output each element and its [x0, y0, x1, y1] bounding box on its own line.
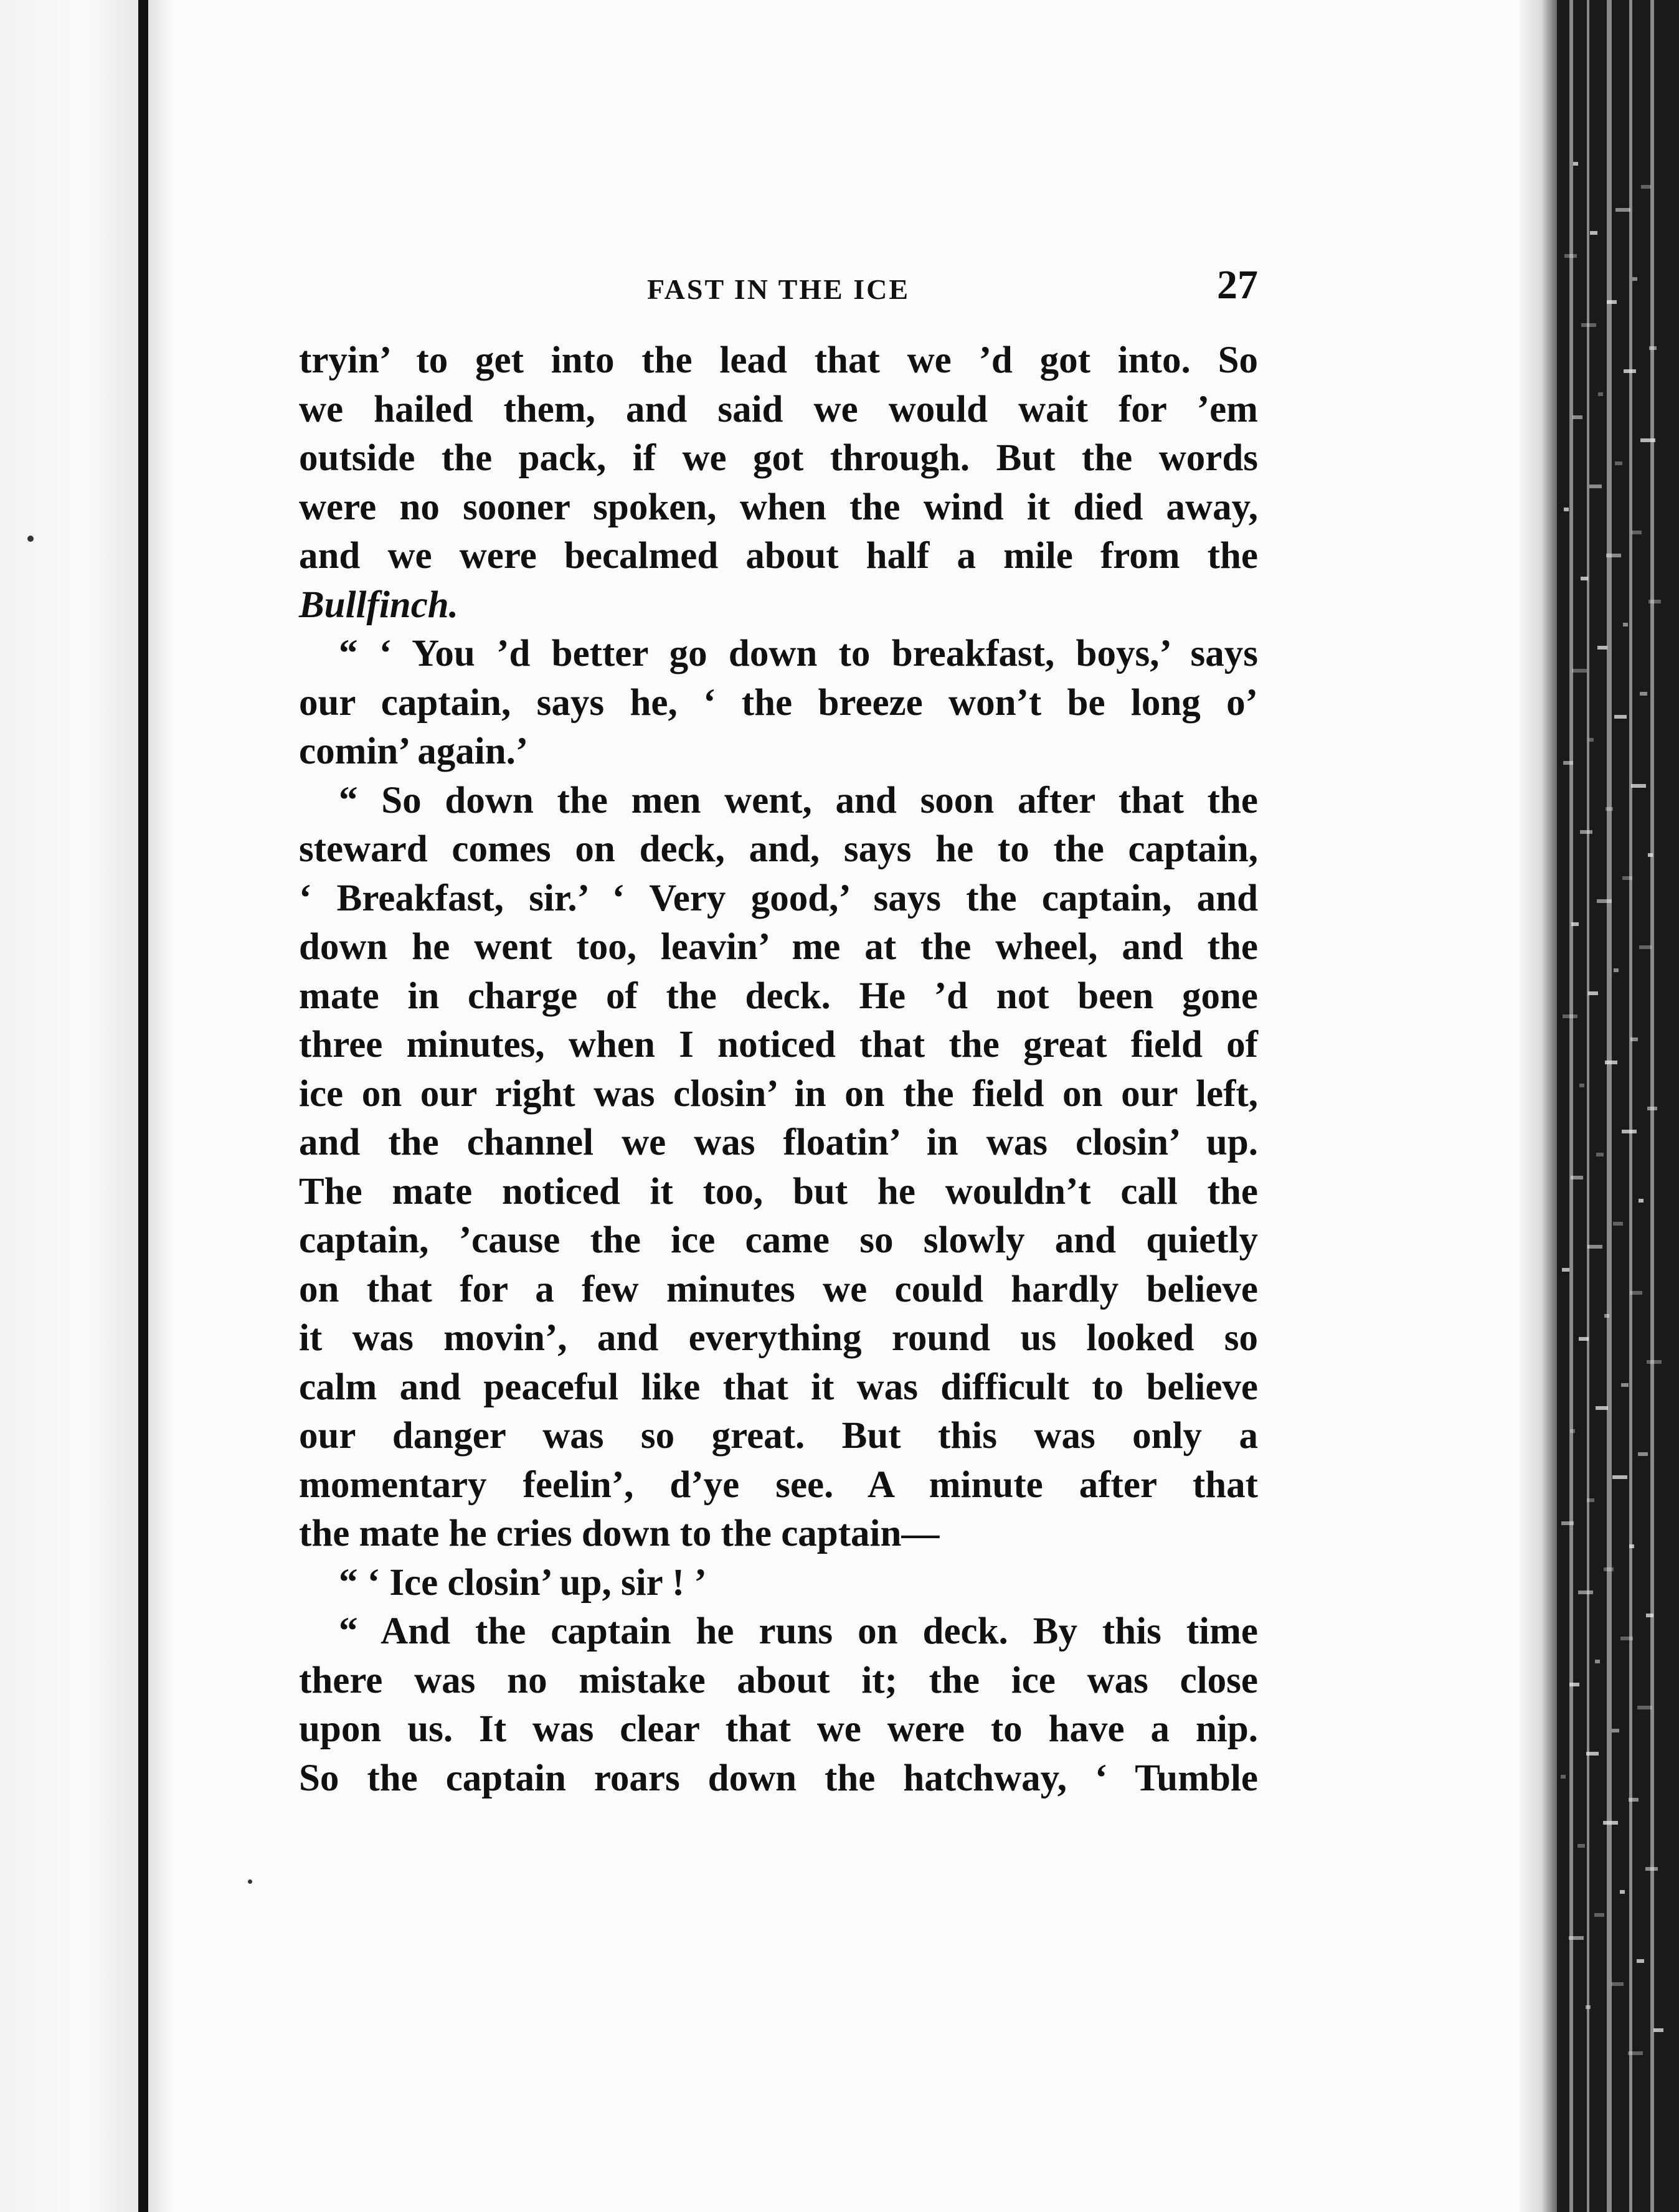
ink-speck — [248, 1879, 252, 1884]
page-edge-tick — [1612, 1475, 1627, 1479]
text-line: and the channel we was floatin’ in was closin’ up. — [299, 1122, 1258, 1163]
page-edge-tick — [1606, 554, 1621, 557]
page-edge-tick — [1590, 231, 1597, 235]
text-line: comin’ again.’ — [299, 730, 529, 772]
page-edge-tick — [1589, 484, 1602, 488]
text-line: ice on our right was closin’ in on the field on our left, — [299, 1072, 1258, 1115]
page-edge-tick — [1649, 346, 1657, 350]
page-edge-tick — [1632, 277, 1637, 281]
page-edge-stripe — [1587, 0, 1589, 2212]
page-edge-tick — [1587, 1245, 1602, 1249]
page-edge-tick — [1586, 1752, 1599, 1756]
page-edge-shading — [1520, 0, 1559, 2212]
page-edge-tick — [1624, 369, 1636, 373]
text-line: “ ‘ Ice closin’ up, sir ! ’ — [339, 1561, 707, 1604]
page-edge-tick — [1573, 162, 1578, 166]
page-edge-tick — [1561, 1521, 1574, 1525]
page-edge-tick — [1577, 1844, 1585, 1848]
page-edge-tick — [1579, 1337, 1589, 1341]
page-edge-tick — [1606, 807, 1613, 811]
page-edge-stripe — [1569, 0, 1573, 2212]
page-edge-tick — [1570, 1429, 1575, 1433]
body-text — [299, 336, 1258, 1803]
page-edge-tick — [1588, 991, 1598, 995]
page-edge-tick — [1564, 254, 1577, 258]
page-edge-tick — [1637, 1959, 1644, 1963]
text-line: the mate he cries down to the captain— — [299, 1513, 940, 1554]
text-page — [299, 262, 1258, 1803]
page-edge-tick — [1641, 185, 1651, 189]
page-edge-tick — [1607, 300, 1617, 304]
page-edge-tick — [1646, 1614, 1653, 1617]
text-line: The mate noticed it too, but he wouldn’t call the — [299, 1170, 1258, 1212]
page-edge-tick — [1621, 1383, 1629, 1387]
page-edge-stripe — [1607, 0, 1612, 2212]
book-gutter — [138, 0, 148, 2212]
page-edge-tick — [1611, 1982, 1624, 1986]
page-edge-tick — [1638, 1452, 1648, 1456]
page-edge-tick — [1632, 531, 1642, 534]
page-edge-tick — [1597, 899, 1612, 903]
page-edge-tick — [1578, 1590, 1593, 1594]
page-edge-tick — [1594, 1913, 1604, 1917]
text-line: our captain, says he, ‘ the breeze won’t be long o’ — [299, 681, 1258, 724]
page-edge-tick — [1645, 1867, 1658, 1871]
page-edge-tick — [1630, 1037, 1638, 1041]
gutter-shadow — [148, 0, 173, 2212]
text-line: calm and peaceful like that it was difficult to believe — [299, 1366, 1258, 1408]
page-edge-tick — [1572, 669, 1587, 673]
page-edge-tick — [1620, 1890, 1625, 1894]
text-line: So the captain roars down the hatchway, ‘ Tumble — [299, 1757, 1258, 1799]
page-edge-tick — [1615, 208, 1630, 212]
page-edge-tick — [1598, 392, 1603, 396]
text-line: “ ‘ You ’d better go down to breakfast, boys,’ says — [339, 633, 1258, 674]
page-edge-tick — [1564, 508, 1569, 511]
page-edge-stripe — [1629, 0, 1632, 2212]
page-edge-tick — [1586, 2005, 1591, 2009]
page-edge-tick — [1589, 738, 1594, 742]
page-edge-tick — [1629, 1544, 1634, 1548]
text-line: we hailed them, and said we would wait for ’em — [299, 388, 1258, 430]
page-edge-tick — [1615, 461, 1622, 465]
page-number: 27 — [1217, 262, 1258, 308]
ink-speck — [27, 536, 34, 542]
page-edge-tick — [1629, 1798, 1639, 1802]
page-edge-tick — [1612, 1729, 1619, 1732]
page-edge-tick — [1563, 761, 1573, 765]
page-edge-tick — [1653, 2028, 1663, 2032]
text-line: outside the pack, if we got through. But the words — [299, 437, 1258, 479]
page-edge-tick — [1622, 876, 1632, 880]
page-edge-tick — [1613, 1222, 1623, 1226]
page-edge-tick — [1639, 1199, 1644, 1203]
text-line: ‘ Breakfast, sir.’ ‘ Very good,’ says the captain, and — [299, 877, 1258, 919]
page-edge-tick — [1569, 1683, 1579, 1686]
page-edge-tick — [1614, 968, 1619, 972]
text-line: three minutes, when I noticed that the great field of — [299, 1024, 1258, 1066]
page-edge-tick — [1587, 1498, 1594, 1502]
running-head-title: FAST IN THE ICE — [646, 273, 910, 305]
text-line: Bullfinch. — [299, 584, 458, 626]
page-edge-tick — [1640, 692, 1647, 696]
text-line: upon us. It was clear that we were to have a nip. — [299, 1708, 1258, 1750]
text-line: there was no mistake about it; the ice was close — [299, 1659, 1258, 1701]
text-line: on that for a few minutes we could hardly believe — [299, 1268, 1258, 1310]
text-line: captain, ’cause the ice came so slowly and quietly — [299, 1219, 1258, 1261]
text-line: and we were becalmed about half a mile from the — [299, 535, 1258, 577]
running-head — [299, 262, 1258, 311]
page-edge-tick — [1604, 1314, 1609, 1318]
page-edge-tick — [1596, 1406, 1608, 1410]
page-edge-tick — [1648, 600, 1661, 603]
page-edge-tick — [1580, 830, 1592, 834]
page-edge-tick — [1623, 623, 1628, 626]
page-edge-tick — [1604, 1567, 1614, 1571]
page-edge-tick — [1563, 1014, 1577, 1018]
page-edge-tick — [1637, 1706, 1652, 1709]
text-line: our danger was so great. But this was only a — [299, 1415, 1258, 1457]
page-edge-tick — [1630, 1291, 1642, 1295]
page-edge-tick — [1614, 715, 1627, 719]
page-edge-tick — [1596, 1153, 1604, 1156]
page-edge-tick — [1595, 1660, 1600, 1663]
page-edge-tick — [1579, 1084, 1584, 1087]
page-edge-stripe — [1650, 0, 1654, 2212]
text-line: tryin’ to get into the lead that we ’d got into. So — [299, 339, 1258, 381]
text-line: “ So down the men went, and soon after that the — [339, 779, 1258, 821]
text-line: steward comes on deck, and, says he to the captain, — [299, 828, 1258, 870]
page-edge-tick — [1571, 922, 1579, 926]
page-edge-tick — [1639, 945, 1652, 949]
page-edge-tick — [1571, 1176, 1583, 1179]
text-line: “ And the captain he runs on deck. By this time — [339, 1610, 1258, 1652]
page-edge-tick — [1640, 438, 1655, 442]
page-edge-tick — [1569, 1936, 1584, 1940]
page-edge-tick — [1648, 853, 1653, 857]
page-edge-tick — [1562, 1268, 1569, 1272]
page-edge-tick — [1573, 415, 1582, 419]
stacked-page-edges — [1557, 0, 1679, 2212]
text-line: it was movin’, and everything round us looked so — [299, 1317, 1258, 1359]
page-edge-tick — [1622, 1130, 1637, 1133]
page-edge-tick — [1628, 2051, 1643, 2055]
page-edge-tick — [1581, 577, 1588, 580]
page-edge-tick — [1581, 323, 1596, 327]
page-edge-tick — [1597, 646, 1607, 650]
page-edge-tick — [1605, 1061, 1617, 1064]
text-line: mate in charge of the deck. He ’d not been gone — [299, 975, 1258, 1017]
page-edge-tick — [1647, 1107, 1657, 1110]
text-line: down he went too, leavin’ me at the wheel, and the — [299, 926, 1258, 968]
page-edge-tick — [1603, 1821, 1618, 1825]
page-edge-tick — [1647, 1360, 1662, 1364]
page-edge-tick — [1631, 784, 1646, 788]
page-edge-tick — [1620, 1637, 1633, 1640]
page-edge-tick — [1561, 1775, 1566, 1779]
text-line: momentary feelin’, d’ye see. A minute after that — [299, 1463, 1258, 1506]
previous-page-edge — [0, 0, 142, 2212]
text-line: were no sooner spoken, when the wind it died away, — [299, 486, 1258, 528]
